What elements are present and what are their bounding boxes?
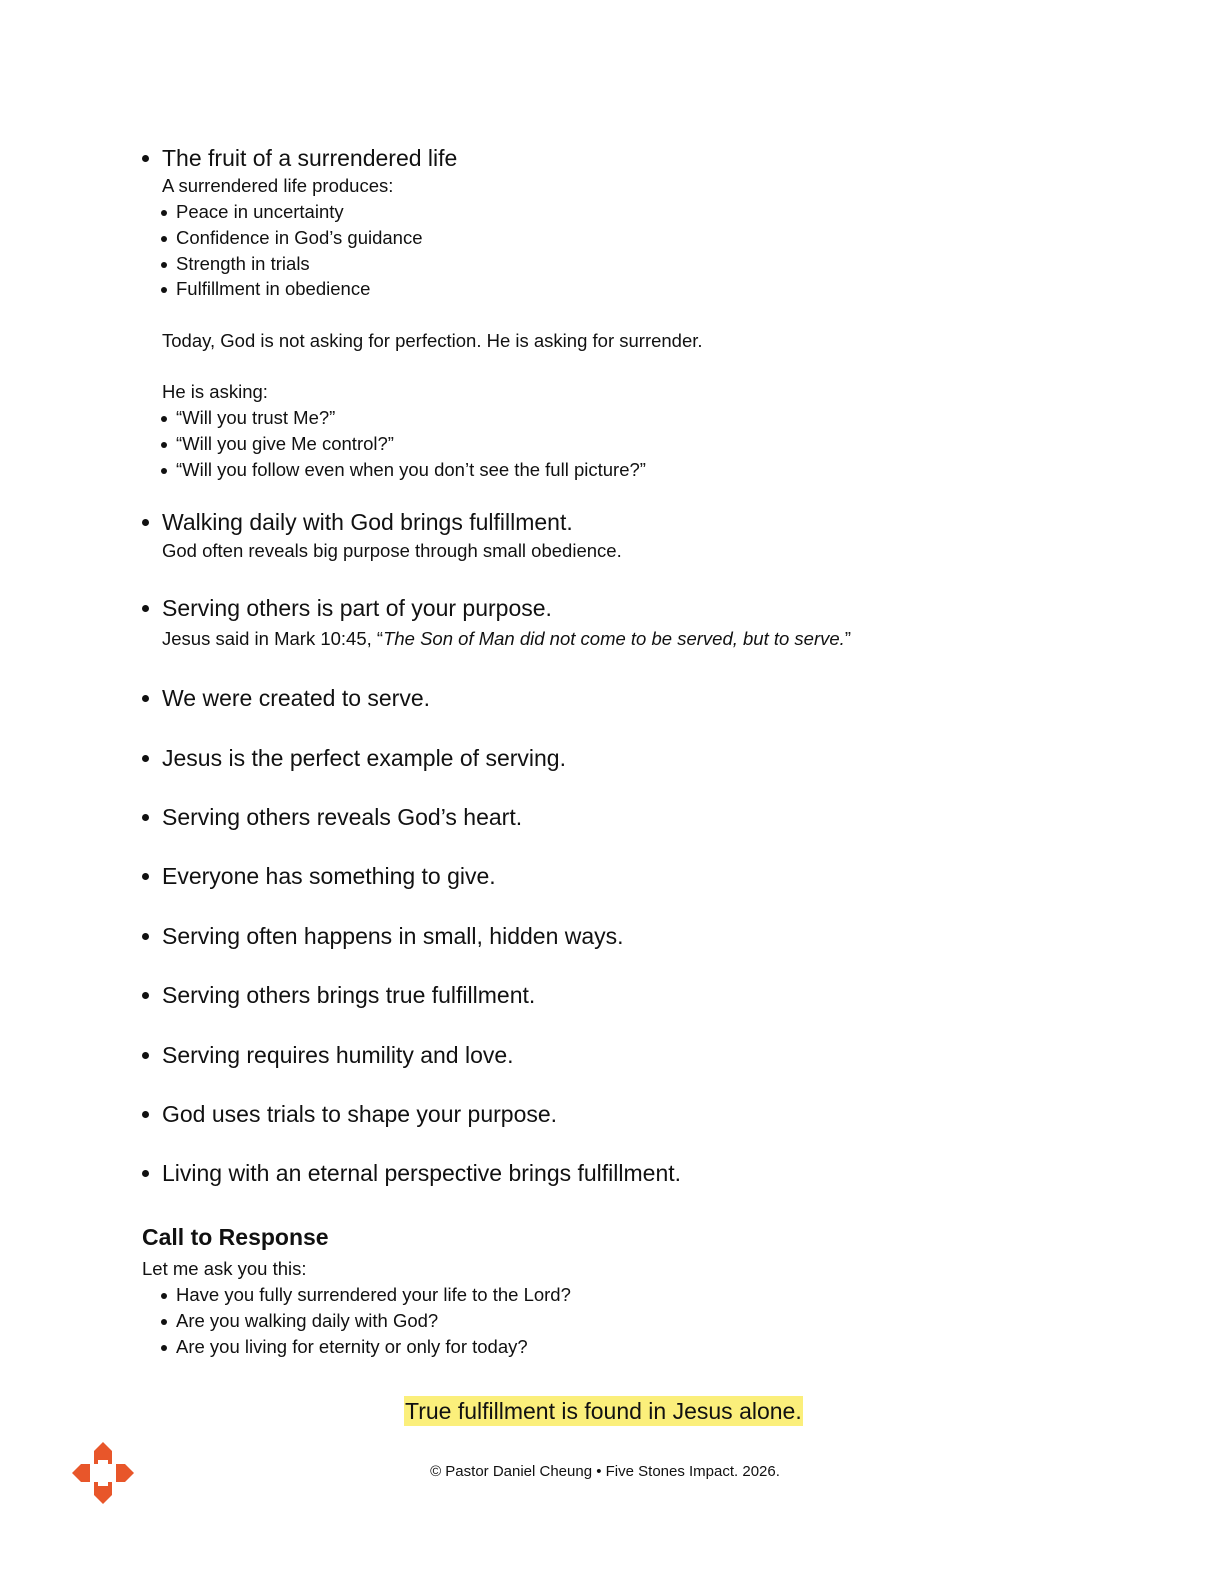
sub-bullet-dot — [161, 262, 167, 268]
bullet-dot — [142, 1052, 149, 1059]
bullet-text: Everyone has something to give. — [162, 863, 496, 889]
asking-intro: He is asking: — [162, 381, 268, 402]
sub-bullet-dot — [161, 416, 167, 422]
list-item-text: Fulfillment in obedience — [176, 278, 371, 299]
sub-bullet-dot — [161, 1319, 167, 1325]
bullet-dot — [142, 695, 149, 702]
bullet-dot — [142, 755, 149, 762]
sub-bullet-dot — [161, 236, 167, 242]
bullet-dot — [142, 992, 149, 999]
scripture-close-quote: ” — [844, 628, 851, 649]
bullet-text: Serving others brings true fulfillment. — [162, 982, 536, 1008]
list-item-text: Have you fully surrendered your life to the Lord? — [176, 1284, 571, 1305]
bullet-dot — [142, 1170, 149, 1177]
bullet-text: Serving others reveals God’s heart. — [162, 804, 523, 830]
bullet-text: Serving others is part of your purpose. — [162, 595, 552, 621]
sub-bullet-dot — [161, 468, 167, 474]
mark-10-45-text — [162, 627, 851, 651]
scripture-quote: The Son of Man did not come to be served, but to serve. — [383, 628, 845, 649]
list-item-text: Confidence in God’s guidance — [176, 227, 423, 248]
list-item-text: “Will you give Me control?” — [176, 433, 394, 454]
walking-daily-text: God often reveals big purpose through small obedience. — [162, 540, 622, 561]
bullet-dot — [142, 155, 149, 162]
bullet-dot — [142, 933, 149, 940]
list-item-text: Are you walking daily with God? — [176, 1310, 439, 1331]
bullet-text: The fruit of a surrendered life — [162, 145, 458, 171]
call-intro: Let me ask you this: — [142, 1258, 307, 1279]
list-item-text: Are you living for eternity or only for today? — [176, 1336, 528, 1357]
bullet-dot — [142, 814, 149, 821]
bullet-text: Serving requires humility and love. — [162, 1042, 514, 1068]
surrendered-intro: A surrendered life produces: — [162, 175, 394, 196]
sub-bullet-dot — [161, 287, 167, 293]
surrender-statement: Today, God is not asking for perfection. He is asking for surrender. — [162, 330, 703, 351]
sub-bullet-dot — [161, 210, 167, 216]
closing-statement: True fulfillment is found in Jesus alone. — [405, 1398, 802, 1424]
list-item-text: Strength in trials — [176, 253, 310, 274]
bullet-text: Living with an eternal perspective brings fulfillment. — [162, 1160, 682, 1186]
copyright-footer: © Pastor Daniel Cheung • Five Stones Impact. 2026. — [430, 1463, 780, 1480]
bullet-text: Serving often happens in small, hidden ways. — [162, 923, 624, 949]
bullet-dot — [142, 605, 149, 612]
bullet-dot — [142, 1111, 149, 1118]
bullet-dot — [142, 873, 149, 880]
list-item-text: “Will you trust Me?” — [176, 407, 336, 428]
call-to-response-heading: Call to Response — [142, 1224, 329, 1250]
scripture-intro: Jesus said in Mark 10:45, “ — [162, 628, 384, 649]
bullet-text: Jesus is the perfect example of serving. — [162, 745, 566, 771]
bullet-dot — [142, 519, 149, 526]
bullet-text: We were created to serve. — [162, 685, 431, 711]
bullet-text: Walking daily with God brings fulfillment. — [162, 509, 573, 535]
sub-bullet-dot — [161, 1293, 167, 1299]
list-item-text: Peace in uncertainty — [176, 201, 344, 222]
sub-bullet-dot — [161, 1345, 167, 1351]
bullet-text: God uses trials to shape your purpose. — [162, 1101, 558, 1127]
sub-bullet-dot — [161, 442, 167, 448]
list-item-text: “Will you follow even when you don’t see the full picture?” — [176, 459, 646, 480]
